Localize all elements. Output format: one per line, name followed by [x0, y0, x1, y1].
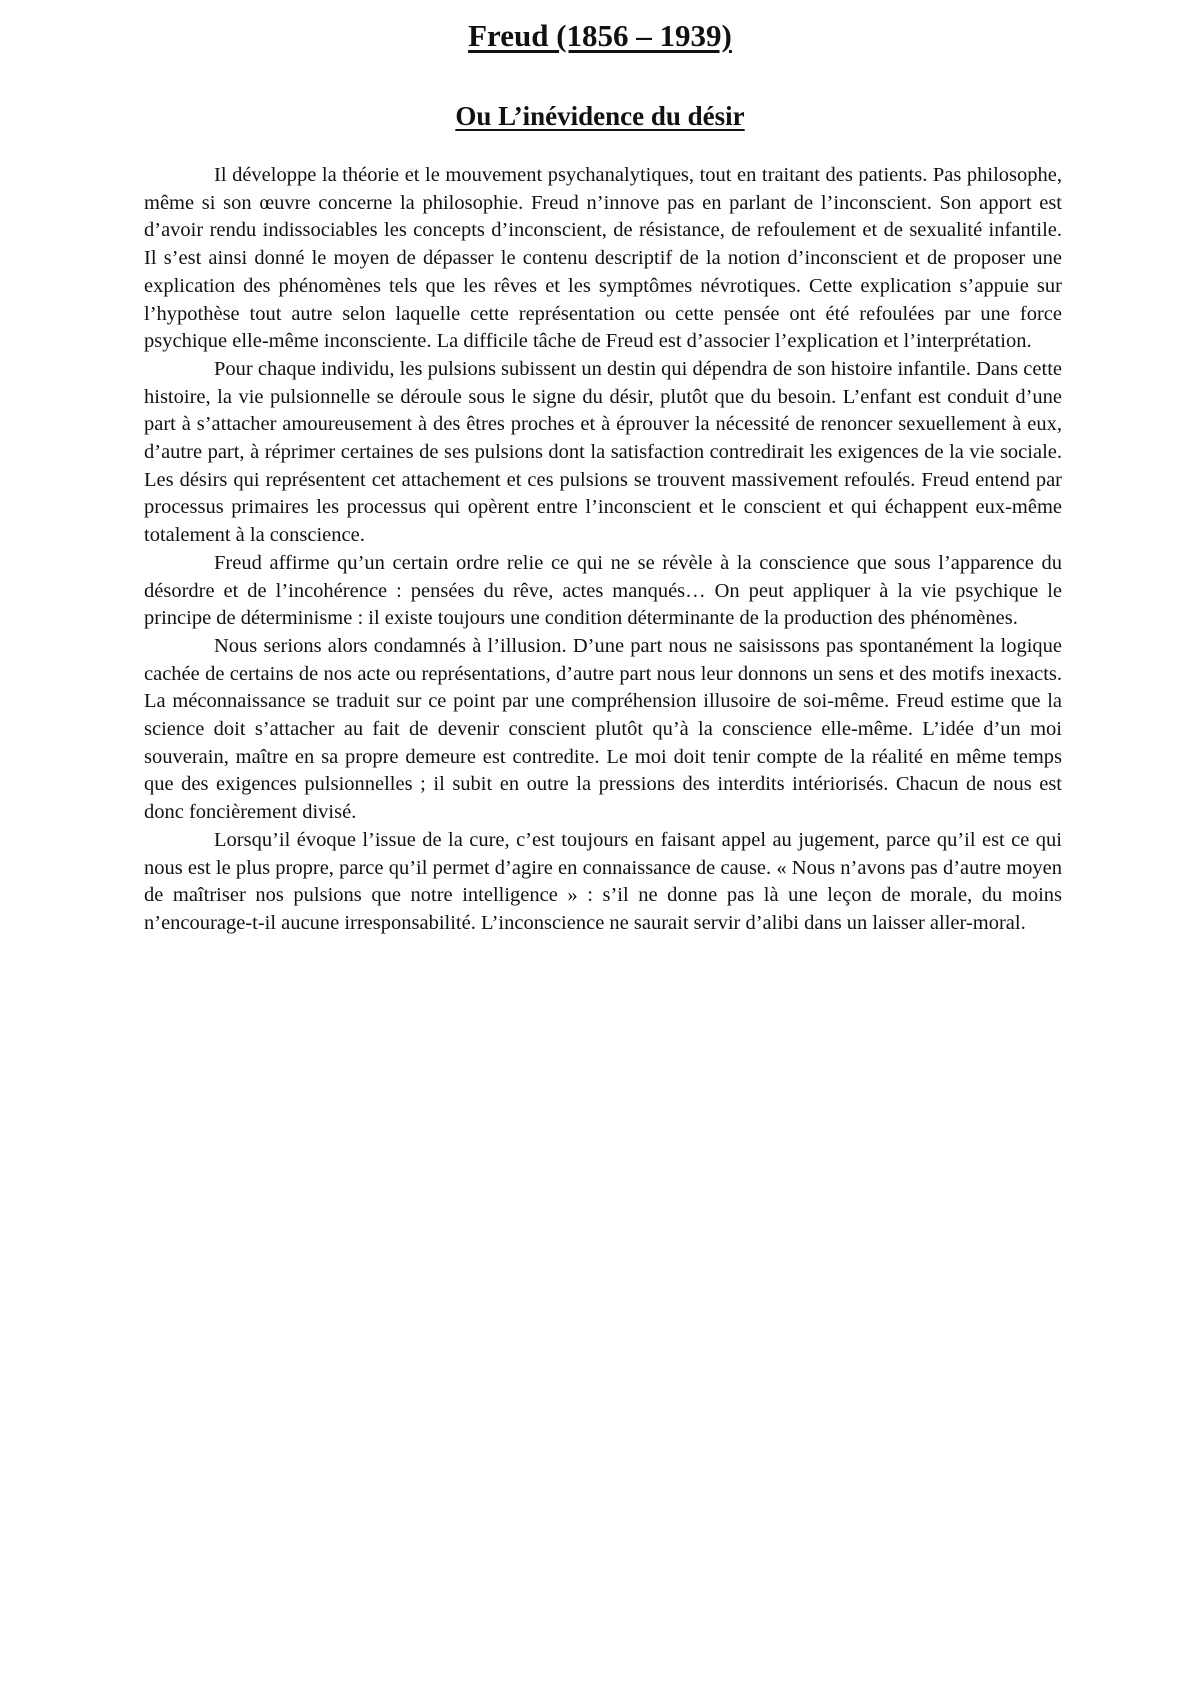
document-body	[144, 162, 1062, 938]
paragraph: Nous serions alors condamnés à l’illusion. D’une part nous ne saisissons pas spontanément la logique cachée de certains de nos acte ou représentations, d’autre part nous leur donnons un sens et des motifs inexacts. La méconnaissance se traduit sur ce point par une compréhension illusoire de soi-même. Freud estime que la science doit s’attacher au fait de devenir conscient plutôt qu’à la conscience elle-même. L’idée d’un moi souverain, maître en sa propre demeure est contredite. Le moi doit tenir compte de la réalité en même temps que des exigences pulsionnelles ; il subit en outre la pressions des interdits intériorisés. Chacun de nous est donc foncièrement divisé.	[144, 634, 1062, 824]
document-title: Freud (1856 – 1939)	[468, 18, 732, 53]
paragraph: Il développe la théorie et le mouvement psychanalytiques, tout en traitant des patients. Pas philosophe, même si son œuvre concerne la philosophie. Freud n’innove pas en parlant de l’inconscient. Son apport est d’avoir rendu indissociables les concepts d’inconscient, de résistance, de refoulement et de sexualité infantile. Il s’est ainsi donné le moyen de dépasser le contenu descriptif de la notion d’inconscient et de proposer une explication des phénomènes tels que les rêves et les symptômes névrotiques. Cette explication s’appuie sur l’hypothèse tout autre selon laquelle cette représentation ou cette pensée ont été refoulées par une force psychique elle-même inconsciente. La difficile tâche de Freud est d’associer l’explication et l’interprétation.	[144, 164, 1062, 353]
document-subtitle: Ou L’inévidence du désir	[455, 101, 745, 131]
paragraph: Pour chaque individu, les pulsions subissent un destin qui dépendra de son histoire infantile. Dans cette histoire, la vie pulsionnelle se déroule sous le signe du désir, plutôt que du besoin. L’enfant est conduit d’une part à s’attacher amoureusement à des êtres proches et à éprouver la nécessité de renoncer sexuellement à eux, d’autre part, à réprimer certaines de ses pulsions dont la satisfaction contredirait les exigences de la vie sociale. Les désirs qui représentent cet attachement et ces pulsions se trouvent massivement refoulés. Freud entend par processus primaires les processus qui opèrent entre l’inconscient et le conscient et qui échappent eux-même totalement à la conscience.	[144, 357, 1062, 547]
paragraph: Lorsqu’il évoque l’issue de la cure, c’est toujours en faisant appel au jugement, parce qu’il est ce qui nous est le plus propre, parce qu’il permet d’agire en connaissance de cause. « Nous n’avons pas d’autre moyen de maîtriser nos pulsions que notre intelligence » : s’il ne donne pas là une leçon de morale, du moins n’encourage-t-il aucune irresponsabilité. L’inconscience ne saurait servir d’alibi dans un laisser aller-moral.	[144, 828, 1062, 934]
paragraph: Freud affirme qu’un certain ordre relie ce qui ne se révèle à la conscience que sous l’apparence du désordre et de l’incohérence : pensées du rêve, actes manqués… On peut appliquer à la vie psychique le principe de déterminisme : il existe toujours une condition déterminante de la production des phénomènes.	[144, 551, 1062, 630]
